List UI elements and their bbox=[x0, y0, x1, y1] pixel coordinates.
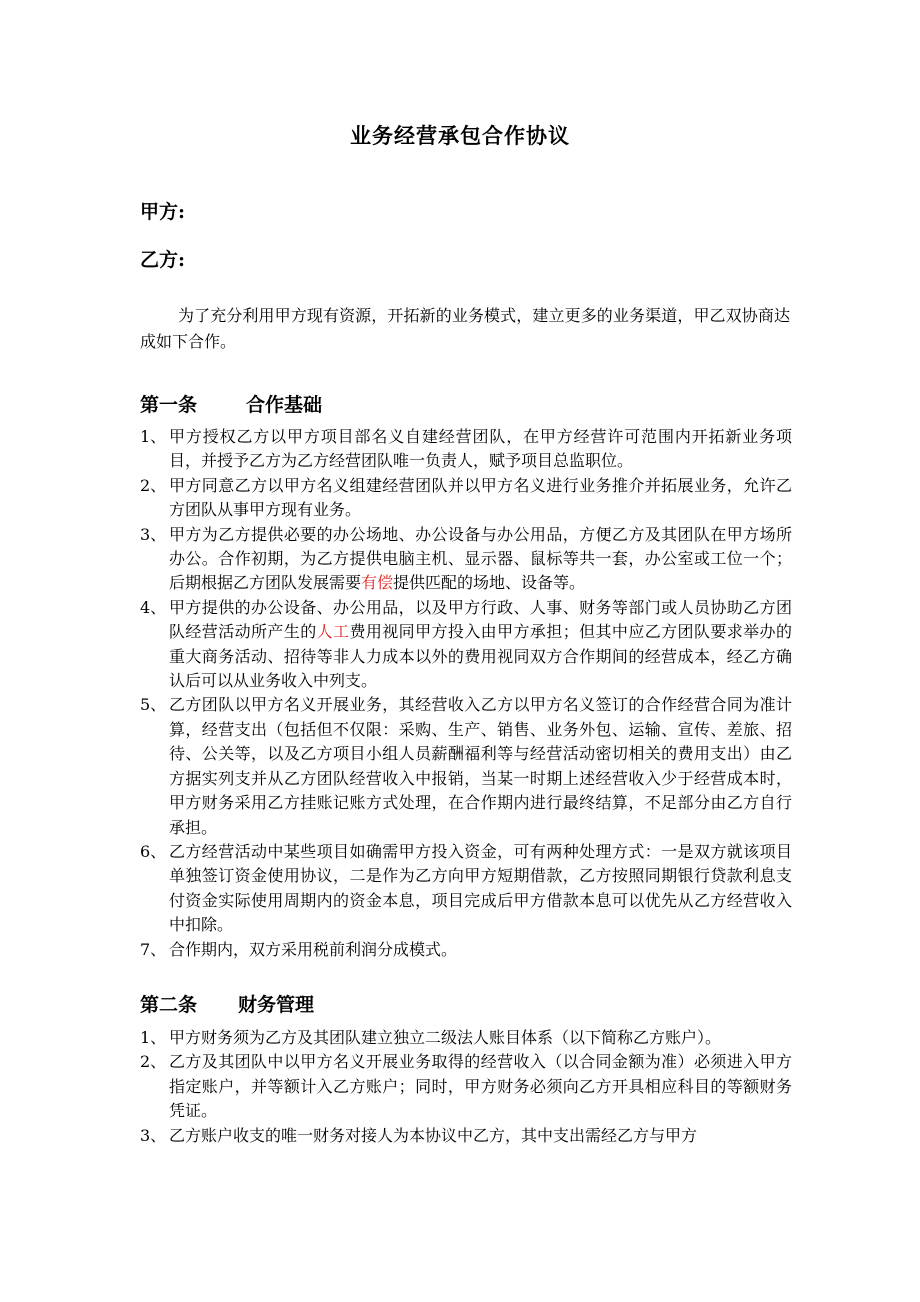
list-item bbox=[140, 1026, 792, 1050]
party-a-label: 甲方: bbox=[140, 201, 186, 223]
list-item bbox=[140, 840, 792, 938]
item-text: 乙方团队以甲方名义开展业务，其经营收入乙方以甲方名义签订的合作经营合同为准计算，经营支出（包括但不仅限：采购、生产、销售、业务外包、运输、宣传、差旅、招待、公关等，以及乙方项目小组人员薪酬福利等与经营活动密切相关的费用支出）由乙方据实列支并从乙方团队经营收入中报销，当某一时期上述经营收入少于经营成本时，甲方财务采用乙方挂账记账方式处理，在合作期内进行最终结算，不足部分由乙方自行承担。 bbox=[169, 695, 792, 837]
item-text: 甲方授权乙方以甲方项目部名义自建经营团队，在甲方经营许可范围内开拓新业务项目，并授予乙方为乙方经营团队唯一负责人，赋予项目总监职位。 bbox=[169, 427, 792, 471]
item-index: 4、 bbox=[140, 597, 167, 617]
section-heading-1 bbox=[140, 390, 322, 417]
section-number: 第二条 bbox=[140, 994, 198, 1016]
item-index: 2、 bbox=[140, 475, 167, 495]
item-index: 7、 bbox=[140, 939, 167, 959]
list-item bbox=[140, 938, 792, 962]
item-index: 3、 bbox=[140, 1125, 167, 1145]
item-index: 3、 bbox=[140, 524, 167, 544]
section-name: 财务管理 bbox=[238, 994, 315, 1016]
party-b-label: 乙方: bbox=[140, 249, 186, 271]
highlighted-text: 有偿 bbox=[361, 573, 394, 593]
section-heading-2 bbox=[140, 990, 314, 1017]
item-text: 乙方账户收支的唯一财务对接人为本协议中乙方，其中支出需经乙方与甲方 bbox=[169, 1125, 698, 1145]
item-text: 提供匹配的场地、设备等。 bbox=[393, 573, 586, 593]
item-text: 合作期内，双方采用税前利润分成模式。 bbox=[169, 939, 458, 959]
item-index: 1、 bbox=[140, 1028, 167, 1047]
highlighted-text: 人工 bbox=[316, 622, 350, 642]
item-text: 乙方及其团队中以甲方名义开展业务取得的经营收入（以合同金额为准）必须进入甲方指定账户，并等额计入乙方账户；同时，甲方财务必须向乙方开具相应科目的等额财务凭证。 bbox=[169, 1052, 792, 1121]
list-item bbox=[140, 596, 792, 694]
list-item bbox=[140, 425, 792, 474]
list-item bbox=[140, 474, 792, 523]
item-text: 甲方提供的办公设备、办公用品，以及甲方行政、人事、财务等部门或人员协助乙方团队经营活动所产生的 bbox=[169, 597, 792, 642]
item-text: 甲方为乙方提供必要的办公场地、办公设备与办公用品，方便乙方及其团队在甲方场所办公。合作初期，为乙方提供电脑主机、显示器、鼠标等共一套，办公室或工位一个；后期根据乙方团队发展需要 bbox=[169, 524, 792, 593]
item-index: 5、 bbox=[140, 695, 167, 715]
section-number: 第一条 bbox=[140, 394, 198, 416]
list-item bbox=[140, 1124, 792, 1148]
section-1-list bbox=[140, 425, 792, 962]
section-name: 合作基础 bbox=[246, 394, 323, 416]
item-index: 2、 bbox=[140, 1052, 167, 1072]
item-index: 6、 bbox=[140, 841, 167, 861]
item-text: 乙方经营活动中某些项目如确需甲方投入资金，可有两种处理方式：一是双方就该项目单独签订资金使用协议，二是作为乙方向甲方短期借款，乙方按照同期银行贷款利息支付资金实际使用周期内的资金本息，项目完成后甲方借款本息可以优先从乙方经营收入中扣除。 bbox=[169, 841, 792, 935]
document-title: 业务经营承包合作协议 bbox=[350, 123, 570, 148]
item-text: 费用视同甲方投入由甲方承担；但其中应乙方团队要求举办的重大商务活动、招待等非人力成本以外的费用视同双方合作期间的经营成本，经乙方确认后可以从业务收入中列支。 bbox=[169, 622, 792, 691]
section-2-list bbox=[140, 1026, 792, 1148]
item-text: 甲方同意乙方以甲方名义组建经营团队并以甲方名义进行业务推介并拓展业务，允许乙方团队从事甲方现有业务。 bbox=[169, 475, 792, 520]
list-item bbox=[140, 1050, 792, 1123]
item-index: 1、 bbox=[140, 427, 167, 446]
item-text: 甲方财务须为乙方及其团队建立独立二级法人账目体系（以下简称乙方账户）。 bbox=[169, 1028, 722, 1047]
list-item bbox=[140, 523, 792, 596]
intro-paragraph: 为了充分利用甲方现有资源，开拓新的业务模式，建立更多的业务渠道，甲乙双协商达成如下合作。 bbox=[140, 306, 790, 351]
list-item bbox=[140, 693, 792, 839]
